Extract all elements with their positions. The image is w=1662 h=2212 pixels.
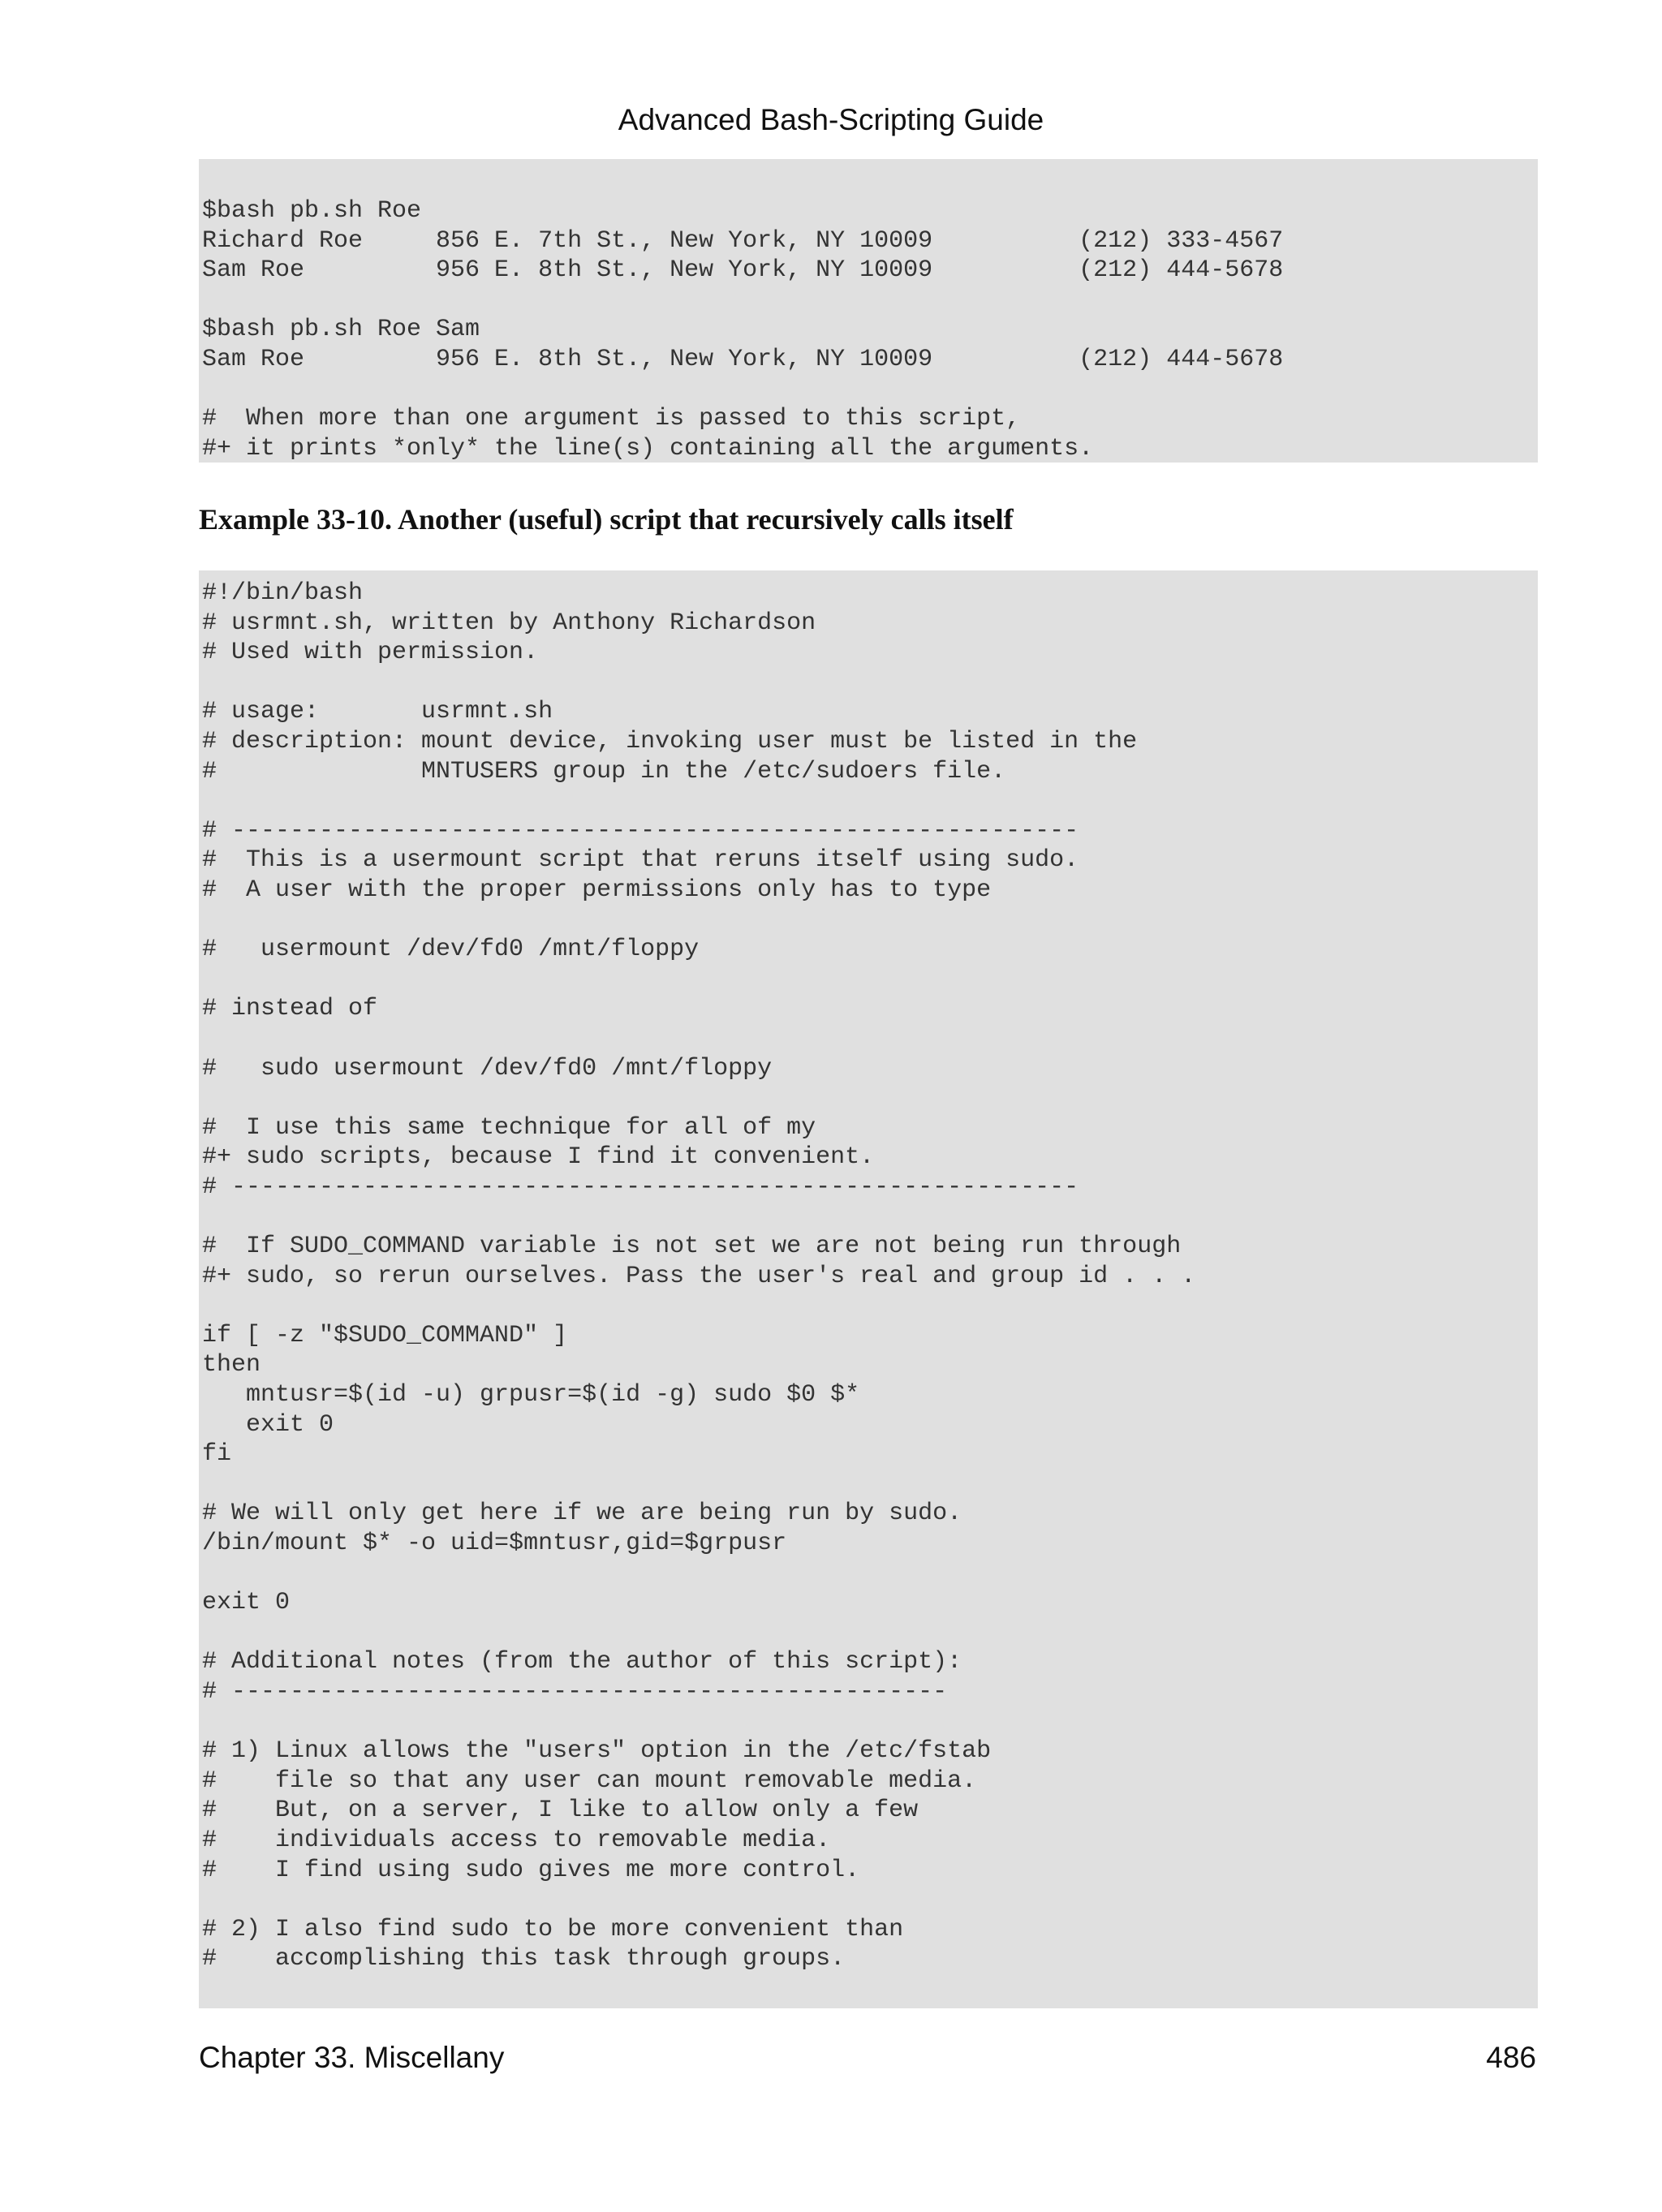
code-line: # instead of (202, 995, 378, 1023)
code-line: # Additional notes (from the author of this script): (202, 1648, 962, 1676)
footer-chapter: Chapter 33. Miscellany (199, 2041, 505, 2074)
code-line: # ---------------------------------------------------------- (202, 816, 1079, 845)
code-line: #+ it prints *only* the line(s) containing all the arguments. (202, 434, 1094, 463)
code-line: # 1) Linux allows the "users" option in the /etc/fstab (202, 1737, 992, 1766)
code-line: # 2) I also find sudo to be more convenient than (202, 1915, 904, 1943)
code-line (202, 1202, 1538, 1232)
code-line: # Used with permission. (202, 639, 539, 667)
code-line: # usermount /dev/fd0 /mnt/floppy (202, 936, 700, 964)
code-line: # individuals access to removable media. (202, 1826, 831, 1854)
code-line: # A user with the proper permissions only has to type (202, 876, 992, 904)
example-title: Example 33-10. Another (useful) script that recursively calls itself (199, 503, 1014, 536)
code-line: fi (202, 1440, 232, 1469)
code-line: # ---------------------------------------------------------- (202, 1173, 1079, 1201)
code-line: #!/bin/bash (202, 579, 364, 607)
code-line: # usage: usrmnt.sh (202, 698, 553, 726)
code-line (202, 786, 1538, 816)
footer-page-number: 486 (1486, 2041, 1536, 2074)
code-line (202, 375, 1538, 405)
code-line: # But, on a server, I like to allow only a few (202, 1797, 919, 1825)
code-line (202, 668, 1538, 698)
code-line: then (202, 1351, 261, 1379)
code-line (202, 1470, 1538, 1500)
code-line (202, 1291, 1538, 1321)
code-line: Richard Roe 856 E. 7th St., New York, NY 10009 (212) 333-4567 (202, 226, 1284, 255)
code-line: /bin/mount $* -o uid=$mntusr,gid=$grpusr (202, 1530, 787, 1557)
code-line: exit 0 (202, 1589, 291, 1617)
code-line: # I use this same technique for all of my (202, 1113, 816, 1142)
code-line: # When more than one argument is passed to this script, (202, 405, 1021, 433)
code-line: # MNTUSERS group in the /etc/sudoers file. (202, 757, 1006, 785)
code-line (202, 1083, 1538, 1113)
code-line: # accomplishing this task through groups. (202, 1945, 846, 1973)
code-line: Sam Roe 956 E. 8th St., New York, NY 10009 (212) 444-5678 (202, 256, 1284, 285)
code-line: # I find using sudo gives me more control. (202, 1856, 860, 1884)
code-line (202, 286, 1538, 316)
code-line (202, 906, 1538, 936)
code-line: #+ sudo, so rerun ourselves. Pass the user's real and group id . . . (202, 1262, 1196, 1290)
code-line (202, 1618, 1538, 1648)
code-line: # This is a usermount script that reruns itself using sudo. (202, 846, 1079, 875)
code-line: # If SUDO_COMMAND variable is not set we are not being run through (202, 1233, 1182, 1261)
code-line: mntusr=$(id -u) grpusr=$(id -g) sudo $0 $* (202, 1381, 860, 1409)
running-header: Advanced Bash-Scripting Guide (618, 103, 1044, 136)
code-line: $bash pb.sh Roe Sam (202, 316, 480, 344)
code-line: if [ -z "$SUDO_COMMAND" ] (202, 1321, 568, 1349)
script-code-block (199, 570, 1538, 2008)
code-line: $bash pb.sh Roe (202, 197, 422, 225)
code-line (202, 1024, 1538, 1054)
code-line (202, 1559, 1538, 1589)
code-line: Sam Roe 956 E. 8th St., New York, NY 10009 (212) 444-5678 (202, 345, 1284, 373)
code-line: # file so that any user can mount removable media. (202, 1767, 977, 1795)
code-line (202, 965, 1538, 995)
code-line (202, 1707, 1538, 1737)
code-line: exit 0 (202, 1410, 334, 1439)
code-line: # description: mount device, invoking user must be listed in the (202, 727, 1138, 755)
code-line: # sudo usermount /dev/fd0 /mnt/floppy (202, 1054, 773, 1082)
output-code-block (199, 159, 1538, 463)
code-line: #+ sudo scripts, because I find it convenient. (202, 1143, 875, 1172)
code-line: # usrmnt.sh, written by Anthony Richardson (202, 609, 816, 637)
code-line (202, 1885, 1538, 1915)
code-line: # We will only get here if we are being run by sudo. (202, 1500, 962, 1528)
code-line: # ------------------------------------------------- (202, 1677, 948, 1706)
